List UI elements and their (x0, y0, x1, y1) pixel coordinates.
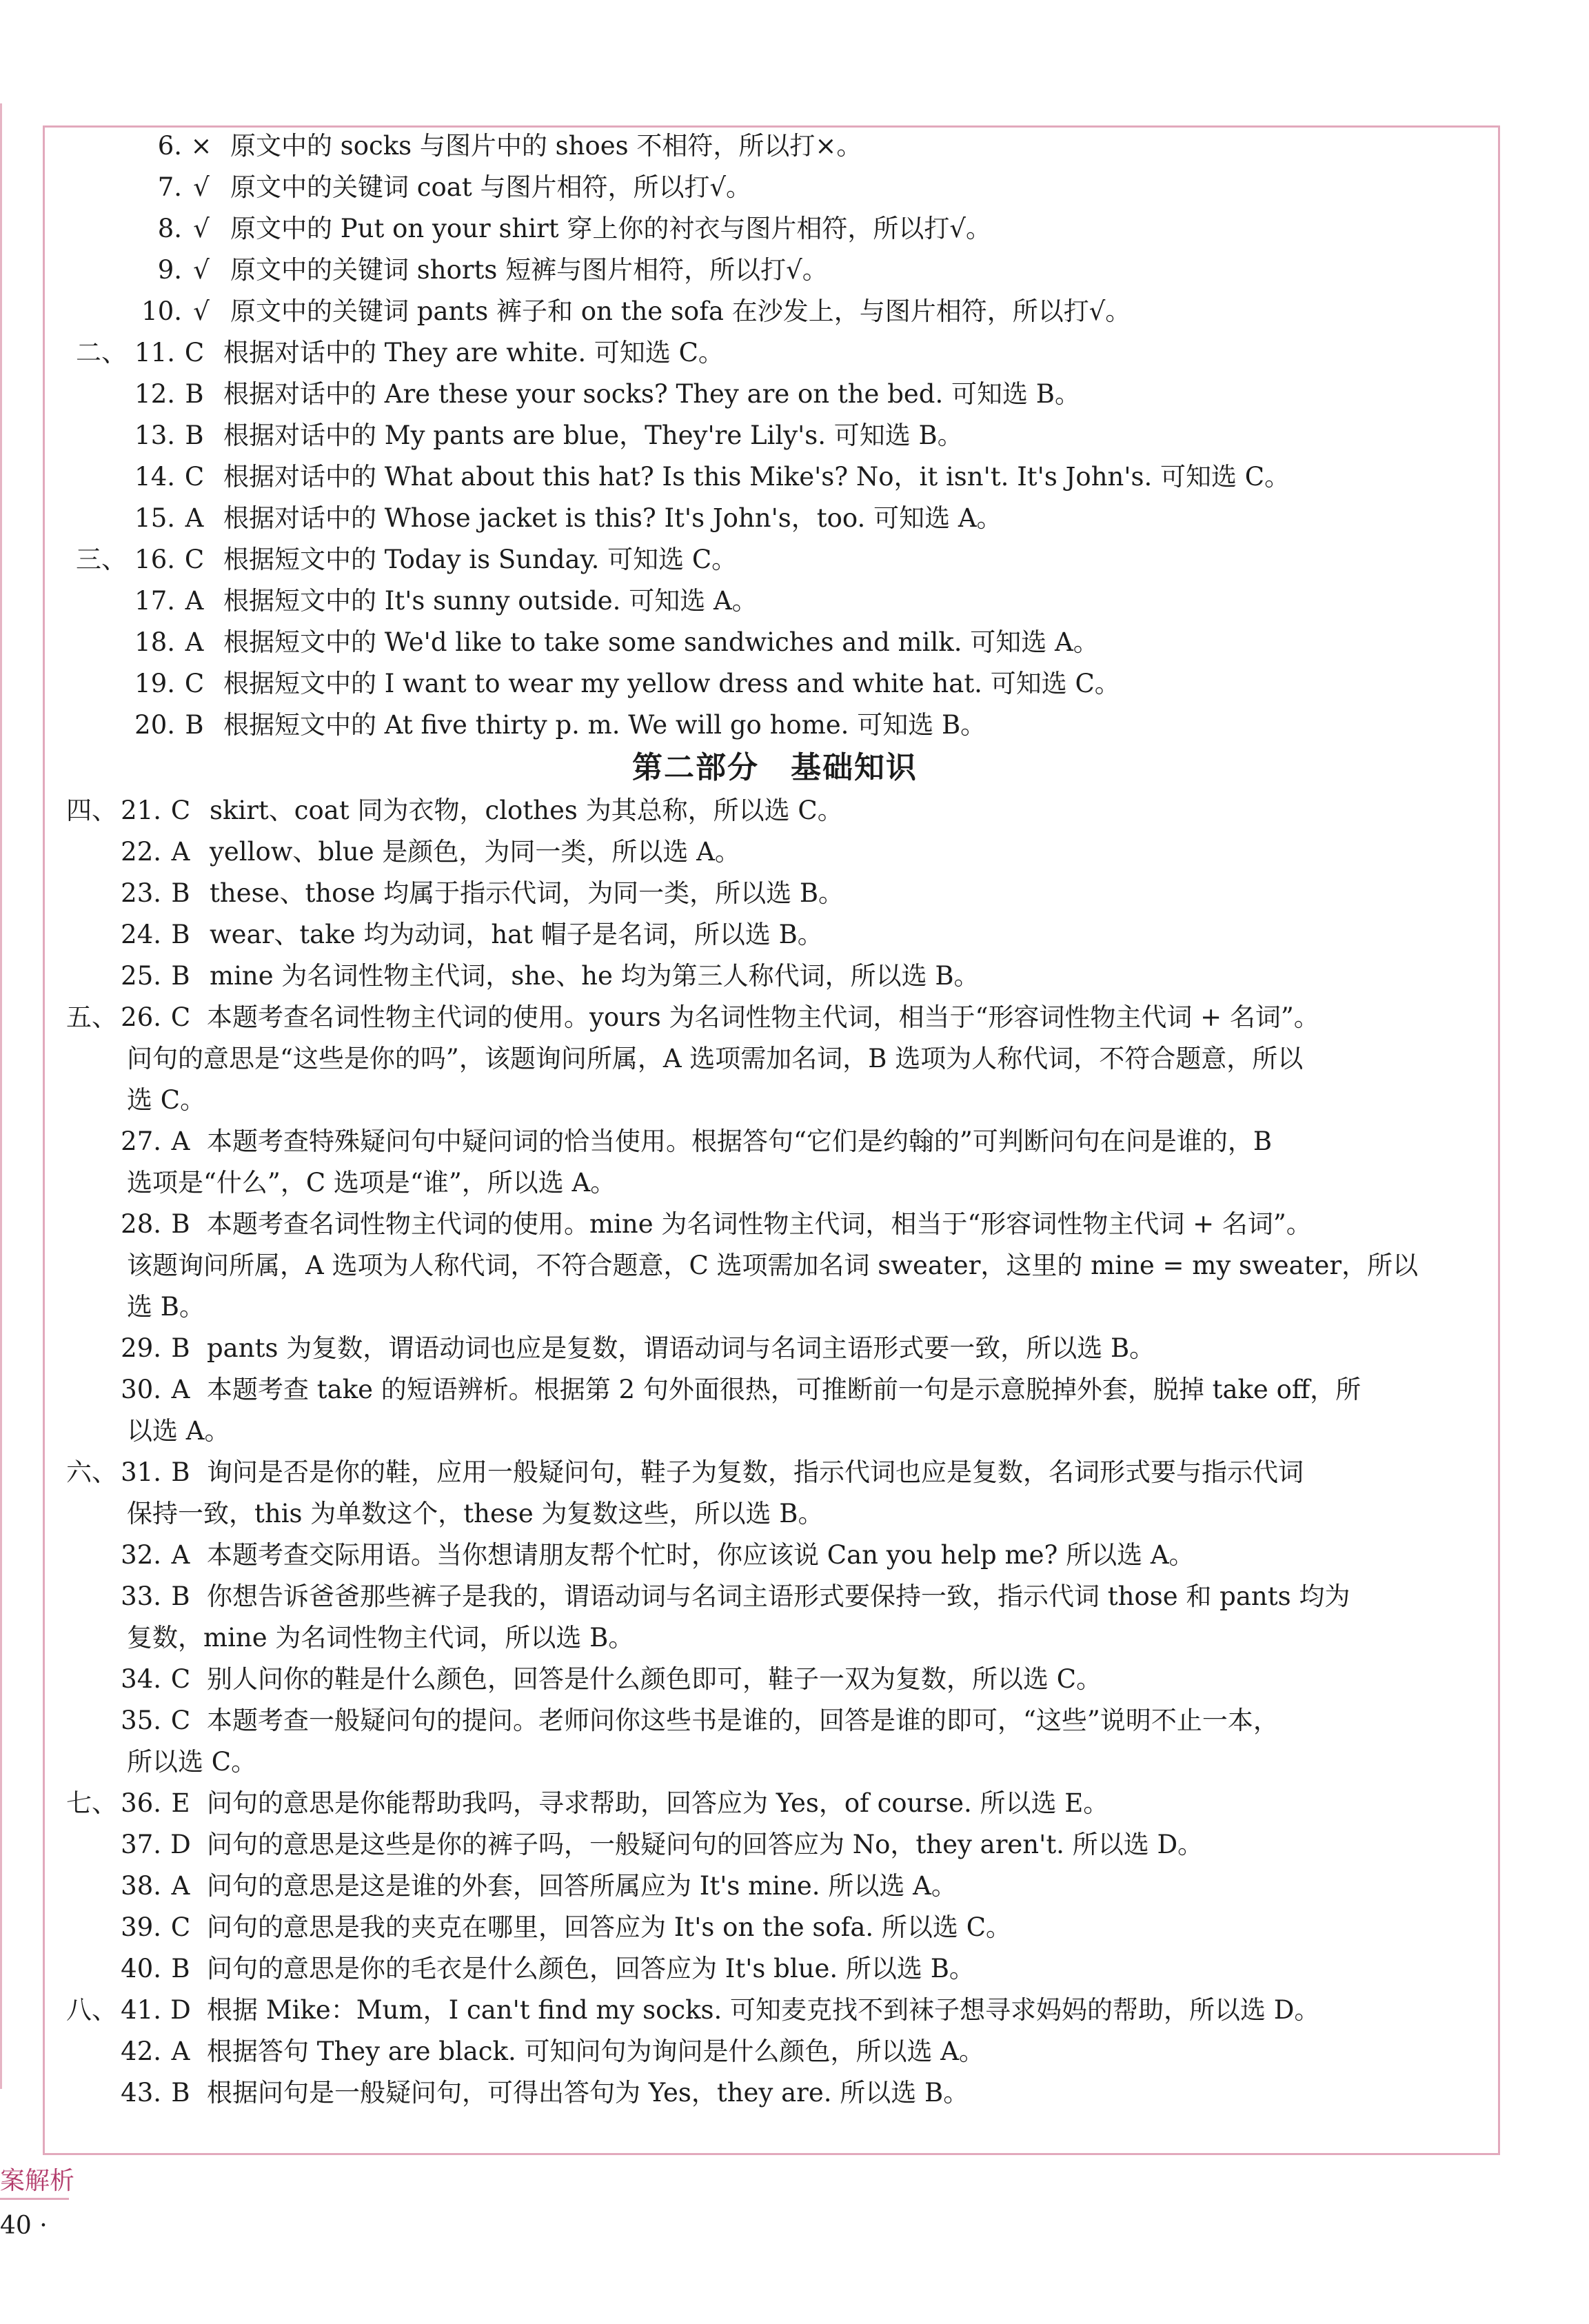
question-number: 40. (121, 1954, 161, 1983)
question-number: 41. (121, 1995, 161, 2025)
question-number: 16. (134, 545, 175, 574)
answer-line (62, 1328, 1478, 1369)
answer-letter: × (190, 131, 212, 161)
answer-line (72, 456, 1478, 498)
explanation-text: 根据答句 They are black. 可知问句为询问是什么颜色，所以选 A。 (207, 2037, 984, 2066)
question-number: 20. (134, 710, 175, 740)
answer-continuation-line (72, 1245, 1478, 1286)
question-number: 8. (157, 214, 182, 243)
question-number: 6. (157, 131, 182, 161)
explanation-text: 问句的意思是你的毛衣是什么颜色，回答应为 It's blue. 所以选 B。 (207, 1954, 975, 1983)
question-number: 33. (121, 1582, 161, 1611)
footer-title: 案解析 (0, 2167, 75, 2195)
section-number: 四、 (66, 796, 117, 825)
answer-continuation-line (72, 1286, 1478, 1328)
explanation-text: 保持一致，this 为单数这个，these 为复数这些，所以选 B。 (127, 1499, 824, 1528)
question-number: 28. (121, 1209, 161, 1239)
answer-letter: B (185, 710, 204, 740)
answer-line (62, 1824, 1478, 1866)
answer-line (72, 208, 1478, 250)
question-number: 35. (121, 1706, 161, 1735)
explanation-text: 本题考查特殊疑问句中疑问词的恰当使用。根据答句“它们是约翰的”可判断问句在问是谁的，B (207, 1126, 1273, 1156)
answer-letter: C (184, 462, 205, 492)
answer-continuation-line (72, 1617, 1478, 1659)
answer-letter: A (171, 1540, 190, 1570)
answer-continuation-line (72, 1080, 1478, 1121)
explanation-text: 别人问你的鞋是什么颜色，回答是什么颜色即可，鞋子一双为复数，所以选 C。 (207, 1664, 1102, 1694)
answer-letter: √ (193, 296, 210, 326)
answer-line (62, 2031, 1478, 2072)
answer-line (62, 1659, 1478, 1700)
answer-letter: B (185, 379, 204, 409)
explanation-text: 根据短文中的 It's sunny outside. 可知选 A。 (223, 586, 758, 616)
explanation-text: pants 为复数，谓语动词也应是复数，谓语动词与名词主语形式要一致，所以选 B。 (207, 1333, 1155, 1363)
answer-letter: C (170, 796, 191, 825)
answer-letter: B (185, 421, 204, 450)
explanation-text: 选 B。 (127, 1292, 205, 1322)
answer-letter: B (171, 1333, 190, 1363)
answer-continuation-line (72, 1038, 1478, 1080)
answer-line (72, 415, 1478, 456)
explanation-text: 根据对话中的 What about this hat? Is this Mike's? No，it isn't. It's John's. 可知选 C。 (223, 462, 1291, 492)
answer-letter: B (171, 1954, 190, 1983)
answer-line (72, 705, 1478, 746)
answer-letter: A (171, 1871, 190, 1901)
explanation-text: 问句的意思是这些是你的裤子吗，一般疑问句的回答应为 No，they aren't. 所以选 D。 (207, 1830, 1204, 1859)
answer-letter: A (171, 2037, 190, 2066)
section-heading: 第二部分 基础知识 (632, 750, 918, 785)
explanation-text: 问句的意思是这是谁的外套，回答所属应为 It's mine. 所以选 A。 (207, 1871, 957, 1901)
answer-line (62, 1990, 1478, 2031)
explanation-text: 根据对话中的 Whose jacket is this? It's John's，too. 可知选 A。 (223, 503, 1002, 533)
explanation-text: 该题询问所属，A 选项为人称代词，不符合题意，C 选项需加名词 sweater，这里的 mine = my sweater，所以 (127, 1251, 1419, 1280)
explanation-text: 根据对话中的 My pants are blue，They're Lily's. 可知选 B。 (223, 421, 963, 450)
answer-letter: B (171, 2078, 190, 2108)
question-number: 39. (121, 1912, 161, 1942)
question-number: 19. (134, 669, 175, 698)
answer-letter: B (171, 1457, 190, 1487)
question-number: 7. (157, 172, 182, 202)
answer-line (62, 2072, 1478, 2114)
explanation-text: 原文中的 socks 与图片中的 shoes 不相符，所以打×。 (230, 131, 862, 161)
section-number: 七、 (66, 1788, 117, 1818)
answer-line (72, 250, 1478, 291)
answer-line (62, 1452, 1478, 1493)
answer-letter: A (171, 837, 190, 867)
answer-letter: A (185, 503, 204, 533)
section-number: 三、 (76, 545, 127, 574)
answer-group-basics (66, 790, 1478, 997)
question-number: 27. (121, 1126, 161, 1156)
answer-line (62, 956, 1478, 997)
section-number: 二、 (76, 338, 127, 367)
answer-line (72, 374, 1478, 415)
answer-line (62, 1535, 1478, 1576)
page-number: 40 · (0, 2212, 48, 2240)
explanation-text: 以选 A。 (127, 1416, 230, 1446)
question-number: 37. (121, 1830, 161, 1859)
left-margin-line (0, 103, 2, 2089)
answer-letter: √ (193, 172, 210, 202)
explanation-text: 根据短文中的 We'd like to take some sandwiches and milk. 可知选 A。 (223, 627, 1099, 657)
explanation-text: mine 为名词性物主代词，she、he 均为第三人称代词，所以选 B。 (210, 961, 980, 991)
explanation-text: 询问是否是你的鞋，应用一般疑问句，鞋子为复数，指示代词也应是复数，名词形式要与指示代词 (207, 1457, 1304, 1487)
answer-letter: A (171, 1126, 190, 1156)
answer-letter: C (170, 1002, 191, 1032)
explanation-text: 原文中的 Put on your shirt 穿上你的衬衣与图片相符，所以打√。 (230, 214, 991, 243)
explanation-text: 本题考查交际用语。当你想请朋友帮个忙时，你应该说 Can you help me? 所以选 A。 (207, 1540, 1195, 1570)
answer-line (72, 291, 1478, 332)
question-number: 21. (121, 796, 161, 825)
question-number: 17. (134, 586, 175, 616)
answer-line (72, 663, 1478, 705)
question-number: 36. (121, 1788, 161, 1818)
explanation-text: 根据对话中的 Are these your socks? They are on the bed. 可知选 B。 (223, 379, 1080, 409)
explanation-text: 原文中的关键词 pants 裤子和 on the sofa 在沙发上，与图片相符，所以打√。 (230, 296, 1131, 326)
question-number: 34. (121, 1664, 161, 1694)
answer-line (62, 914, 1478, 956)
question-number: 22. (121, 837, 161, 867)
question-number: 23. (121, 878, 161, 908)
answer-letter: A (171, 1375, 190, 1404)
answer-letter: E (171, 1788, 190, 1818)
question-number: 24. (121, 920, 161, 949)
answer-letter: A (185, 586, 204, 616)
explanation-text: these、those 均属于指示代词，为同一类，所以选 B。 (210, 878, 844, 908)
question-number: 30. (121, 1375, 161, 1404)
answer-letter: √ (193, 255, 210, 285)
answer-line (62, 873, 1478, 914)
explanation-text: skirt、coat 同为衣物，clothes 为其总称，所以选 C。 (210, 796, 843, 825)
answer-line (62, 997, 1478, 1038)
explanation-text: 本题考查一般疑问句的提问。老师问你这些书是谁的，回答是谁的即可，“这些”说明不止一本， (207, 1706, 1279, 1735)
section-number: 五、 (66, 1002, 117, 1032)
answer-letter: √ (193, 214, 210, 243)
answer-line (72, 125, 1478, 167)
question-number: 26. (121, 1002, 161, 1032)
explanation-text: 原文中的关键词 coat 与图片相符，所以打√。 (230, 172, 752, 202)
answer-letter: B (171, 878, 190, 908)
answer-group-explanations (66, 997, 1478, 2114)
answer-letter: B (171, 1582, 190, 1611)
answer-line (62, 1369, 1478, 1411)
question-number: 9. (157, 255, 182, 285)
answer-continuation-line (72, 1411, 1478, 1452)
explanation-text: 根据短文中的 Today is Sunday. 可知选 C。 (223, 545, 738, 574)
explanation-text: yellow、blue 是颜色，为同一类，所以选 A。 (210, 837, 740, 867)
explanation-text: 问句的意思是你能帮助我吗，寻求帮助，回答应为 Yes，of course. 所以选 E。 (207, 1788, 1109, 1818)
explanation-text: 根据短文中的 I want to wear my yellow dress and white hat. 可知选 C。 (223, 669, 1120, 698)
explanation-text: 原文中的关键词 shorts 短裤与图片相符，所以打√。 (230, 255, 828, 285)
answer-line (62, 1866, 1478, 1907)
answer-letter: B (171, 961, 190, 991)
question-number: 12. (134, 379, 175, 409)
explanation-text: 根据短文中的 At five thirty p. m. We will go home. 可知选 B。 (223, 710, 986, 740)
answer-line (62, 1948, 1478, 1990)
answer-letter: B (171, 1209, 190, 1239)
answer-letter: A (185, 627, 204, 657)
answer-line (62, 1204, 1478, 1245)
explanation-text: 根据问句是一般疑问句，可得出答句为 Yes，they are. 所以选 B。 (207, 2078, 969, 2108)
explanation-text: 选项是“什么”，C 选项是“谁”，所以选 A。 (127, 1168, 616, 1198)
explanation-text: 问句的意思是“这些是你的吗”，该题询问所属，A 选项需加名词，B 选项为人称代词，不符合题意，所以 (127, 1044, 1304, 1073)
answer-continuation-line (72, 1162, 1478, 1204)
question-number: 14. (134, 462, 175, 492)
question-number: 15. (134, 503, 175, 533)
answer-line (62, 1121, 1478, 1162)
answer-letter: C (170, 1912, 191, 1942)
answer-group-listening (72, 125, 1478, 746)
answer-letter: C (184, 338, 205, 367)
question-number: 13. (134, 421, 175, 450)
answer-line (72, 622, 1478, 663)
answer-line (62, 790, 1478, 831)
explanation-text: wear、take 均为动词，hat 帽子是名词，所以选 B。 (210, 920, 823, 949)
answer-letter: C (184, 669, 205, 698)
answer-letter: C (170, 1664, 191, 1694)
explanation-text: 复数，mine 为名词性物主代词，所以选 B。 (127, 1623, 634, 1653)
answer-line (72, 539, 1478, 580)
explanation-text: 根据对话中的 They are white. 可知选 C。 (223, 338, 724, 367)
question-number: 18. (134, 627, 175, 657)
question-number: 25. (121, 961, 161, 991)
answer-letter: D (170, 1995, 191, 2025)
answer-line (62, 1700, 1478, 1741)
answer-letter: D (170, 1830, 191, 1859)
section-number: 六、 (66, 1457, 117, 1487)
answer-line (72, 580, 1478, 622)
answer-line (62, 831, 1478, 873)
answer-continuation-line (72, 1493, 1478, 1535)
answer-line (72, 498, 1478, 539)
section-number: 八、 (66, 1995, 117, 2025)
answer-line (72, 167, 1478, 208)
explanation-text: 本题考查名词性物主代词的使用。yours 为名词性物主代词，相当于“形容词性物主代词 + 名词”。 (207, 1002, 1319, 1032)
answer-continuation-line (72, 1741, 1478, 1783)
question-number: 32. (121, 1540, 161, 1570)
explanation-text: 根据 Mike：Mum，I can't find my socks. 可知麦克找不到袜子想寻求妈妈的帮助，所以选 D。 (207, 1995, 1320, 2025)
answer-letter: C (170, 1706, 191, 1735)
explanation-text: 本题考查 take 的短语辨析。根据第 2 句外面很热，可推断前一句是示意脱掉外套，脱掉 take off，所 (207, 1375, 1362, 1404)
explanation-text: 你想告诉爸爸那些裤子是我的，谓语动词与名词主语形式要保持一致，指示代词 those 和 pants 均为 (207, 1582, 1350, 1611)
explanation-text: 本题考查名词性物主代词的使用。mine 为名词性物主代词，相当于“形容词性物主代词 + 名词”。 (207, 1209, 1312, 1239)
explanation-text: 问句的意思是我的夹克在哪里，回答应为 It's on the sofa. 所以选 C。 (207, 1912, 1011, 1942)
answer-line (62, 1576, 1478, 1617)
answer-line (72, 332, 1478, 374)
answer-line (62, 1783, 1478, 1824)
question-number: 10. (141, 296, 182, 326)
question-number: 43. (121, 2078, 161, 2108)
question-number: 42. (121, 2037, 161, 2066)
question-number: 38. (121, 1871, 161, 1901)
explanation-text: 选 C。 (127, 1085, 206, 1115)
answer-letter: C (184, 545, 205, 574)
explanation-text: 所以选 C。 (127, 1747, 257, 1777)
question-number: 31. (121, 1457, 161, 1487)
question-number: 29. (121, 1333, 161, 1363)
question-number: 11. (134, 338, 175, 367)
footer-rule (0, 2198, 69, 2200)
answer-letter: B (171, 920, 190, 949)
answer-line (62, 1907, 1478, 1948)
answer-content (66, 125, 1478, 2114)
